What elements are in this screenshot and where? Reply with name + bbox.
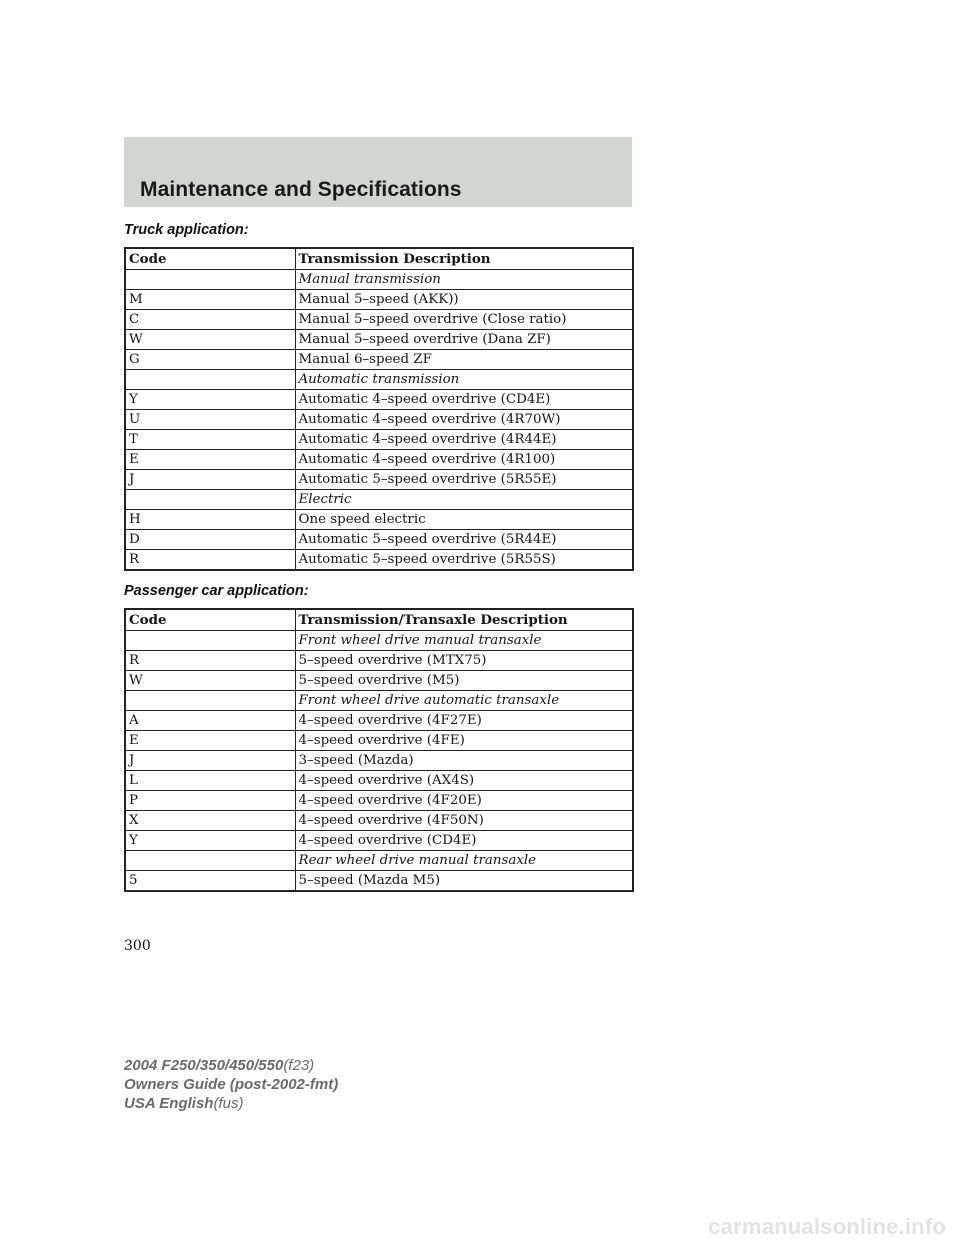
description-cell: Automatic 5–speed overdrive (5R55S) bbox=[295, 550, 633, 571]
category-row bbox=[125, 691, 633, 711]
page-title: Maintenance and Specifications bbox=[140, 178, 462, 201]
description-cell: 5–speed (Mazda M5) bbox=[295, 871, 633, 892]
code-cell: D bbox=[125, 530, 295, 550]
code-cell bbox=[125, 691, 295, 711]
category-row bbox=[125, 631, 633, 651]
table-row bbox=[125, 831, 633, 851]
description-cell: 3–speed (Mazda) bbox=[295, 751, 633, 771]
table-row bbox=[125, 751, 633, 771]
footer-guide: Owners Guide (post-2002-fmt) bbox=[124, 1076, 339, 1093]
description-cell: Manual 5–speed (AKK)) bbox=[295, 290, 633, 310]
table-row bbox=[125, 390, 633, 410]
code-cell: E bbox=[125, 731, 295, 751]
truck-transmission-table bbox=[124, 247, 634, 571]
description-cell: Automatic 4–speed overdrive (4R70W) bbox=[295, 410, 633, 430]
table-row bbox=[125, 530, 633, 550]
category-cell: Electric bbox=[295, 490, 633, 510]
code-cell: R bbox=[125, 651, 295, 671]
truck-section-title: Truck application: bbox=[124, 222, 249, 238]
passenger-transmission-table bbox=[124, 608, 634, 892]
code-cell: E bbox=[125, 450, 295, 470]
code-cell bbox=[125, 851, 295, 871]
footer-language: USA English bbox=[124, 1095, 214, 1112]
table-row bbox=[125, 871, 633, 892]
description-cell: 4–speed overdrive (4FE) bbox=[295, 731, 633, 751]
table-header-row bbox=[125, 609, 633, 631]
column-header-code: Code bbox=[125, 248, 295, 270]
code-cell bbox=[125, 370, 295, 390]
table-row bbox=[125, 731, 633, 751]
table-header-row bbox=[125, 248, 633, 270]
category-row bbox=[125, 270, 633, 290]
table-row bbox=[125, 651, 633, 671]
code-cell bbox=[125, 631, 295, 651]
code-cell: 5 bbox=[125, 871, 295, 892]
table-row bbox=[125, 510, 633, 530]
page-number: 300 bbox=[124, 938, 151, 954]
code-cell: U bbox=[125, 410, 295, 430]
category-cell: Automatic transmission bbox=[295, 370, 633, 390]
code-cell: W bbox=[125, 330, 295, 350]
document-footer bbox=[124, 1056, 338, 1113]
footer-line-language bbox=[124, 1094, 338, 1113]
table-row bbox=[125, 410, 633, 430]
truck-table-body bbox=[125, 270, 633, 571]
table-row bbox=[125, 671, 633, 691]
table-row bbox=[125, 330, 633, 350]
description-cell: 5–speed overdrive (MTX75) bbox=[295, 651, 633, 671]
column-header-code: Code bbox=[125, 609, 295, 631]
description-cell: 4–speed overdrive (4F50N) bbox=[295, 811, 633, 831]
category-row bbox=[125, 370, 633, 390]
description-cell: Manual 5–speed overdrive (Close ratio) bbox=[295, 310, 633, 330]
table-row bbox=[125, 310, 633, 330]
description-cell: Manual 6–speed ZF bbox=[295, 350, 633, 370]
footer-model-code: (f23) bbox=[283, 1057, 315, 1074]
table-row bbox=[125, 470, 633, 490]
code-cell: M bbox=[125, 290, 295, 310]
table-row bbox=[125, 350, 633, 370]
table-row bbox=[125, 811, 633, 831]
category-cell: Manual transmission bbox=[295, 270, 633, 290]
category-row bbox=[125, 851, 633, 871]
table-row bbox=[125, 771, 633, 791]
description-cell: Manual 5–speed overdrive (Dana ZF) bbox=[295, 330, 633, 350]
watermark-left bbox=[28, 490, 64, 870]
code-cell: W bbox=[125, 671, 295, 691]
code-cell bbox=[125, 270, 295, 290]
code-cell: Y bbox=[125, 831, 295, 851]
code-cell: G bbox=[125, 350, 295, 370]
category-cell: Front wheel drive manual transaxle bbox=[295, 631, 633, 651]
code-cell: Y bbox=[125, 390, 295, 410]
table-row bbox=[125, 430, 633, 450]
description-cell: Automatic 4–speed overdrive (4R44E) bbox=[295, 430, 633, 450]
code-cell: X bbox=[125, 811, 295, 831]
footer-model: 2004 F250/350/450/550 bbox=[124, 1057, 284, 1074]
table-row bbox=[125, 450, 633, 470]
category-row bbox=[125, 490, 633, 510]
code-cell: H bbox=[125, 510, 295, 530]
description-cell: Automatic 5–speed overdrive (5R44E) bbox=[295, 530, 633, 550]
code-cell: P bbox=[125, 791, 295, 811]
description-cell: 5–speed overdrive (M5) bbox=[295, 671, 633, 691]
column-header-description: Transmission Description bbox=[295, 248, 633, 270]
description-cell: Automatic 4–speed overdrive (CD4E) bbox=[295, 390, 633, 410]
table-row bbox=[125, 550, 633, 571]
code-cell: C bbox=[125, 310, 295, 330]
category-cell: Front wheel drive automatic transaxle bbox=[295, 691, 633, 711]
code-cell: J bbox=[125, 470, 295, 490]
table-row bbox=[125, 791, 633, 811]
code-cell bbox=[125, 490, 295, 510]
watermark-bottom: carmanualsonline.info bbox=[708, 1214, 946, 1239]
passenger-table-body bbox=[125, 631, 633, 892]
description-cell: 4–speed overdrive (CD4E) bbox=[295, 831, 633, 851]
description-cell: Automatic 5–speed overdrive (5R55E) bbox=[295, 470, 633, 490]
category-cell: Rear wheel drive manual transaxle bbox=[295, 851, 633, 871]
code-cell: R bbox=[125, 550, 295, 571]
description-cell: 4–speed overdrive (AX4S) bbox=[295, 771, 633, 791]
code-cell: A bbox=[125, 711, 295, 731]
footer-line-model bbox=[124, 1056, 338, 1075]
description-cell: One speed electric bbox=[295, 510, 633, 530]
code-cell: J bbox=[125, 751, 295, 771]
footer-language-code: (fus) bbox=[213, 1095, 244, 1112]
code-cell: T bbox=[125, 430, 295, 450]
table-row bbox=[125, 290, 633, 310]
description-cell: 4–speed overdrive (4F27E) bbox=[295, 711, 633, 731]
code-cell: L bbox=[125, 771, 295, 791]
table-row bbox=[125, 711, 633, 731]
footer-line-guide bbox=[124, 1075, 338, 1094]
description-cell: Automatic 4–speed overdrive (4R100) bbox=[295, 450, 633, 470]
passenger-section-title: Passenger car application: bbox=[124, 583, 309, 599]
description-cell: 4–speed overdrive (4F20E) bbox=[295, 791, 633, 811]
column-header-description: Transmission/Transaxle Description bbox=[295, 609, 633, 631]
